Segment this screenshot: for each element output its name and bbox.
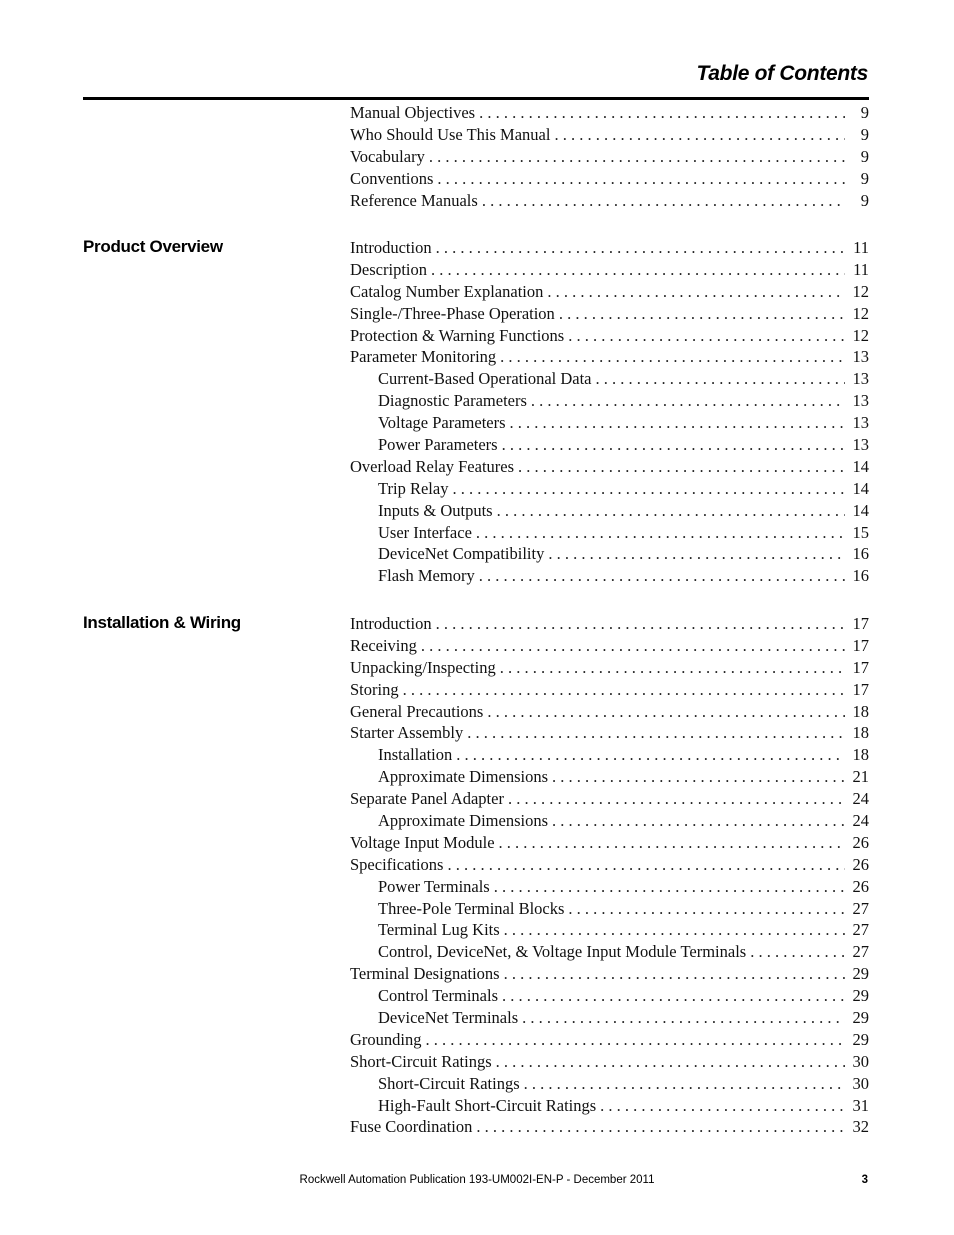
toc-entry[interactable] bbox=[350, 985, 869, 1007]
toc-entry-page: 32 bbox=[852, 1117, 869, 1137]
dot-leader bbox=[479, 102, 845, 124]
toc-entry-page: 15 bbox=[852, 522, 869, 542]
dot-leader bbox=[524, 1073, 845, 1095]
toc-entry-title: Power Terminals bbox=[378, 876, 490, 896]
toc-entry-title: Vocabulary bbox=[350, 146, 425, 166]
dot-leader bbox=[552, 766, 845, 788]
toc-entry[interactable] bbox=[350, 368, 869, 390]
toc-entry-title: Terminal Designations bbox=[350, 964, 500, 984]
toc-entry-page: 12 bbox=[852, 325, 869, 345]
toc-entry-page: 9 bbox=[860, 146, 869, 166]
toc-entry-title: Short-Circuit Ratings bbox=[350, 1051, 492, 1071]
dot-leader bbox=[496, 1051, 845, 1073]
title-rule bbox=[83, 97, 869, 100]
toc-entry-title: Who Should Use This Manual bbox=[350, 124, 551, 144]
toc-entry-title: Trip Relay bbox=[378, 478, 449, 498]
toc-entry-page: 16 bbox=[852, 544, 869, 564]
toc-entry-page: 12 bbox=[852, 281, 869, 301]
dot-leader bbox=[487, 701, 845, 723]
toc-entry[interactable] bbox=[350, 543, 869, 565]
publication-info: Rockwell Automation Publication 193-UM002I-EN-P - December 2011 bbox=[299, 1174, 655, 1186]
toc-entry[interactable] bbox=[350, 146, 869, 168]
toc-entry-page: 29 bbox=[852, 1029, 869, 1049]
dot-leader bbox=[500, 657, 845, 679]
toc-entry-page: 13 bbox=[852, 369, 869, 389]
dot-leader bbox=[447, 854, 845, 876]
toc-entry[interactable] bbox=[350, 963, 869, 985]
toc-entry-title: Catalog Number Explanation bbox=[350, 281, 544, 301]
toc-entry-page: 9 bbox=[860, 103, 869, 122]
dot-leader bbox=[497, 500, 845, 522]
toc-entry-page: 11 bbox=[853, 259, 869, 279]
toc-entry-page: 21 bbox=[852, 767, 869, 787]
toc-entry-page: 26 bbox=[852, 832, 869, 852]
toc-entry-title: Separate Panel Adapter bbox=[350, 789, 504, 809]
toc-entry-title: Specifications bbox=[350, 854, 444, 874]
toc-entry-page: 18 bbox=[852, 745, 869, 765]
toc-entry-title: Parameter Monitoring bbox=[350, 347, 497, 367]
toc-entry-title: Conventions bbox=[350, 168, 434, 188]
toc-entry-page: 17 bbox=[852, 657, 869, 677]
toc-entry-title: Grounding bbox=[350, 1029, 422, 1049]
toc-entry[interactable] bbox=[350, 346, 869, 368]
toc-entry-page: 14 bbox=[852, 456, 869, 476]
dot-leader bbox=[502, 985, 845, 1007]
toc-entry-page: 17 bbox=[852, 679, 869, 699]
toc-entry-page: 27 bbox=[852, 920, 869, 940]
toc-entry-page: 14 bbox=[852, 500, 869, 520]
toc-entry-page: 9 bbox=[860, 190, 869, 210]
dot-leader bbox=[437, 168, 845, 190]
toc-entry-title: Single-/Three-Phase Operation bbox=[350, 303, 555, 323]
toc-entry-page: 26 bbox=[852, 854, 869, 874]
toc-entry-page: 27 bbox=[852, 942, 869, 962]
toc-entry-title: Description bbox=[350, 259, 427, 279]
toc-entry-page: 29 bbox=[852, 1008, 869, 1028]
toc-entry-title: Voltage Parameters bbox=[378, 413, 506, 433]
toc-entry[interactable] bbox=[350, 898, 869, 920]
toc-entry-title: Diagnostic Parameters bbox=[378, 391, 527, 411]
toc-entry[interactable] bbox=[350, 876, 869, 898]
dot-leader bbox=[494, 876, 845, 898]
page-number: 3 bbox=[861, 1174, 868, 1186]
dot-leader bbox=[436, 237, 845, 259]
toc-entry-title: Short-Circuit Ratings bbox=[378, 1073, 520, 1093]
toc-entry-page: 12 bbox=[852, 303, 869, 323]
toc-entry-page: 13 bbox=[852, 435, 869, 455]
toc-entry-title: Introduction bbox=[350, 614, 432, 633]
toc-entry[interactable] bbox=[350, 1007, 869, 1029]
dot-leader bbox=[596, 368, 845, 390]
dot-leader bbox=[482, 190, 845, 212]
dot-leader bbox=[504, 919, 845, 941]
toc-entry[interactable] bbox=[350, 1116, 869, 1138]
toc-entry-title: Flash Memory bbox=[378, 566, 475, 586]
toc-entry-page: 13 bbox=[852, 391, 869, 411]
toc-entry[interactable] bbox=[350, 500, 869, 522]
toc-entry[interactable] bbox=[350, 941, 869, 963]
toc-entry-title: Protection & Warning Functions bbox=[350, 325, 565, 345]
toc-entry[interactable] bbox=[350, 919, 869, 941]
page-title: Table of Contents bbox=[696, 62, 868, 85]
toc-entry-page: 26 bbox=[852, 876, 869, 896]
toc-entry[interactable] bbox=[350, 456, 869, 478]
dot-leader bbox=[518, 456, 845, 478]
dot-leader bbox=[552, 810, 845, 832]
dot-leader bbox=[429, 146, 845, 168]
dot-leader bbox=[510, 412, 845, 434]
toc-entry[interactable] bbox=[350, 102, 869, 124]
toc-entry-title: Control, DeviceNet, & Voltage Input Module Terminals bbox=[378, 942, 747, 962]
dot-leader bbox=[500, 346, 845, 368]
dot-leader bbox=[508, 788, 845, 810]
toc-entry-title: Fuse Coordination bbox=[350, 1117, 473, 1137]
toc-entry-page: 24 bbox=[852, 811, 869, 831]
toc-entry[interactable] bbox=[350, 613, 869, 635]
toc-entry-title: Reference Manuals bbox=[350, 190, 478, 210]
toc-entry-page: 27 bbox=[852, 898, 869, 918]
toc-entry-title: Terminal Lug Kits bbox=[378, 920, 500, 940]
toc-entry[interactable] bbox=[350, 124, 869, 146]
toc-entry[interactable] bbox=[350, 565, 869, 587]
toc-entry-page: 13 bbox=[852, 413, 869, 433]
toc-entry-page: 17 bbox=[852, 614, 869, 633]
toc-entry-page: 18 bbox=[852, 701, 869, 721]
toc-entry[interactable] bbox=[350, 1029, 869, 1051]
dot-leader bbox=[421, 635, 845, 657]
toc-section-installation-wiring bbox=[350, 613, 869, 1138]
toc-entry[interactable] bbox=[350, 237, 869, 259]
dot-leader bbox=[476, 522, 845, 544]
section-heading-product-overview: Product Overview bbox=[83, 237, 223, 256]
toc-entry-title: Starter Assembly bbox=[350, 723, 464, 743]
toc-entry-page: 16 bbox=[852, 566, 869, 586]
dot-leader bbox=[456, 744, 845, 766]
toc-entry[interactable] bbox=[350, 832, 869, 854]
toc-entry[interactable] bbox=[350, 303, 869, 325]
toc-entry[interactable] bbox=[350, 281, 869, 303]
dot-leader bbox=[403, 679, 845, 701]
dot-leader bbox=[502, 434, 845, 456]
toc-entry[interactable] bbox=[350, 1073, 869, 1095]
toc-entry-title: DeviceNet Terminals bbox=[378, 1008, 519, 1028]
dot-leader bbox=[600, 1095, 845, 1117]
toc-entry-title: Three-Pole Terminal Blocks bbox=[378, 898, 565, 918]
toc-entry-title: High-Fault Short-Circuit Ratings bbox=[378, 1095, 597, 1115]
dot-leader bbox=[554, 124, 845, 146]
toc-entry[interactable] bbox=[350, 722, 869, 744]
toc-entry[interactable] bbox=[350, 1095, 869, 1117]
toc-entry-title: Overload Relay Features bbox=[350, 456, 515, 476]
dot-leader bbox=[548, 543, 845, 565]
dot-leader bbox=[467, 722, 845, 744]
toc-entry[interactable] bbox=[350, 325, 869, 347]
dot-leader bbox=[750, 941, 845, 963]
dot-leader bbox=[476, 1116, 845, 1138]
toc-entry[interactable] bbox=[350, 744, 869, 766]
dot-leader bbox=[431, 259, 845, 281]
toc-section-front-matter bbox=[350, 102, 869, 211]
toc-entry-page: 30 bbox=[852, 1051, 869, 1071]
section-heading-installation-wiring: Installation & Wiring bbox=[83, 613, 241, 632]
toc-entry[interactable] bbox=[350, 434, 869, 456]
dot-leader bbox=[479, 565, 845, 587]
toc-entry-page: 18 bbox=[852, 723, 869, 743]
toc-entry[interactable] bbox=[350, 412, 869, 434]
toc-entry-title: Unpacking/Inspecting bbox=[350, 657, 496, 677]
toc-entry[interactable] bbox=[350, 766, 869, 788]
toc-entry-title: Current-Based Operational Data bbox=[378, 369, 592, 389]
toc-entry[interactable] bbox=[350, 390, 869, 412]
toc-entry-page: 30 bbox=[852, 1073, 869, 1093]
toc-entry[interactable] bbox=[350, 190, 869, 212]
dot-leader bbox=[559, 303, 845, 325]
toc-entry-title: Manual Objectives bbox=[350, 103, 476, 122]
dot-leader bbox=[452, 478, 845, 500]
toc-entry-page: 14 bbox=[852, 478, 869, 498]
toc-entry[interactable] bbox=[350, 679, 869, 701]
toc-entry[interactable] bbox=[350, 522, 869, 544]
toc-entry[interactable] bbox=[350, 1051, 869, 1073]
toc-entry-page: 13 bbox=[852, 347, 869, 367]
toc-entry[interactable] bbox=[350, 635, 869, 657]
toc-entry[interactable] bbox=[350, 168, 869, 190]
dot-leader bbox=[436, 613, 845, 635]
toc-entry[interactable] bbox=[350, 788, 869, 810]
dot-leader bbox=[547, 281, 845, 303]
toc-section-product-overview bbox=[350, 237, 869, 587]
toc-entry-page: 9 bbox=[860, 124, 869, 144]
toc-entry-title: Power Parameters bbox=[378, 435, 498, 455]
toc-entry-page: 11 bbox=[853, 238, 869, 257]
toc-entry-title: User Interface bbox=[378, 522, 472, 542]
toc-entry[interactable] bbox=[350, 259, 869, 281]
toc-entry-title: Storing bbox=[350, 679, 399, 699]
toc-entry-title: Control Terminals bbox=[378, 986, 498, 1006]
toc-entry[interactable] bbox=[350, 810, 869, 832]
toc-entry-title: Approximate Dimensions bbox=[378, 767, 549, 787]
toc-entry-page: 17 bbox=[852, 635, 869, 655]
toc-entry-title: Introduction bbox=[350, 238, 432, 257]
toc-entry-page: 31 bbox=[852, 1095, 869, 1115]
dot-leader bbox=[499, 832, 845, 854]
toc-entry-title: General Precautions bbox=[350, 701, 484, 721]
dot-leader bbox=[522, 1007, 845, 1029]
toc-entry-title: Receiving bbox=[350, 635, 417, 655]
toc-entry[interactable] bbox=[350, 478, 869, 500]
toc-entry-page: 24 bbox=[852, 789, 869, 809]
toc-entry[interactable] bbox=[350, 854, 869, 876]
toc-entry[interactable] bbox=[350, 657, 869, 679]
toc-entry-page: 9 bbox=[860, 168, 869, 188]
toc-entry-page: 29 bbox=[852, 964, 869, 984]
toc-entry[interactable] bbox=[350, 701, 869, 723]
dot-leader bbox=[568, 325, 845, 347]
dot-leader bbox=[504, 963, 845, 985]
dot-leader bbox=[568, 898, 845, 920]
toc-entry-title: Voltage Input Module bbox=[350, 832, 495, 852]
toc-entry-title: Inputs & Outputs bbox=[378, 500, 493, 520]
toc-entry-page: 29 bbox=[852, 986, 869, 1006]
dot-leader bbox=[426, 1029, 846, 1051]
dot-leader bbox=[531, 390, 845, 412]
toc-entry-title: DeviceNet Compatibility bbox=[378, 544, 545, 564]
toc-entry-title: Installation bbox=[378, 745, 453, 765]
toc-entry-title: Approximate Dimensions bbox=[378, 811, 549, 831]
